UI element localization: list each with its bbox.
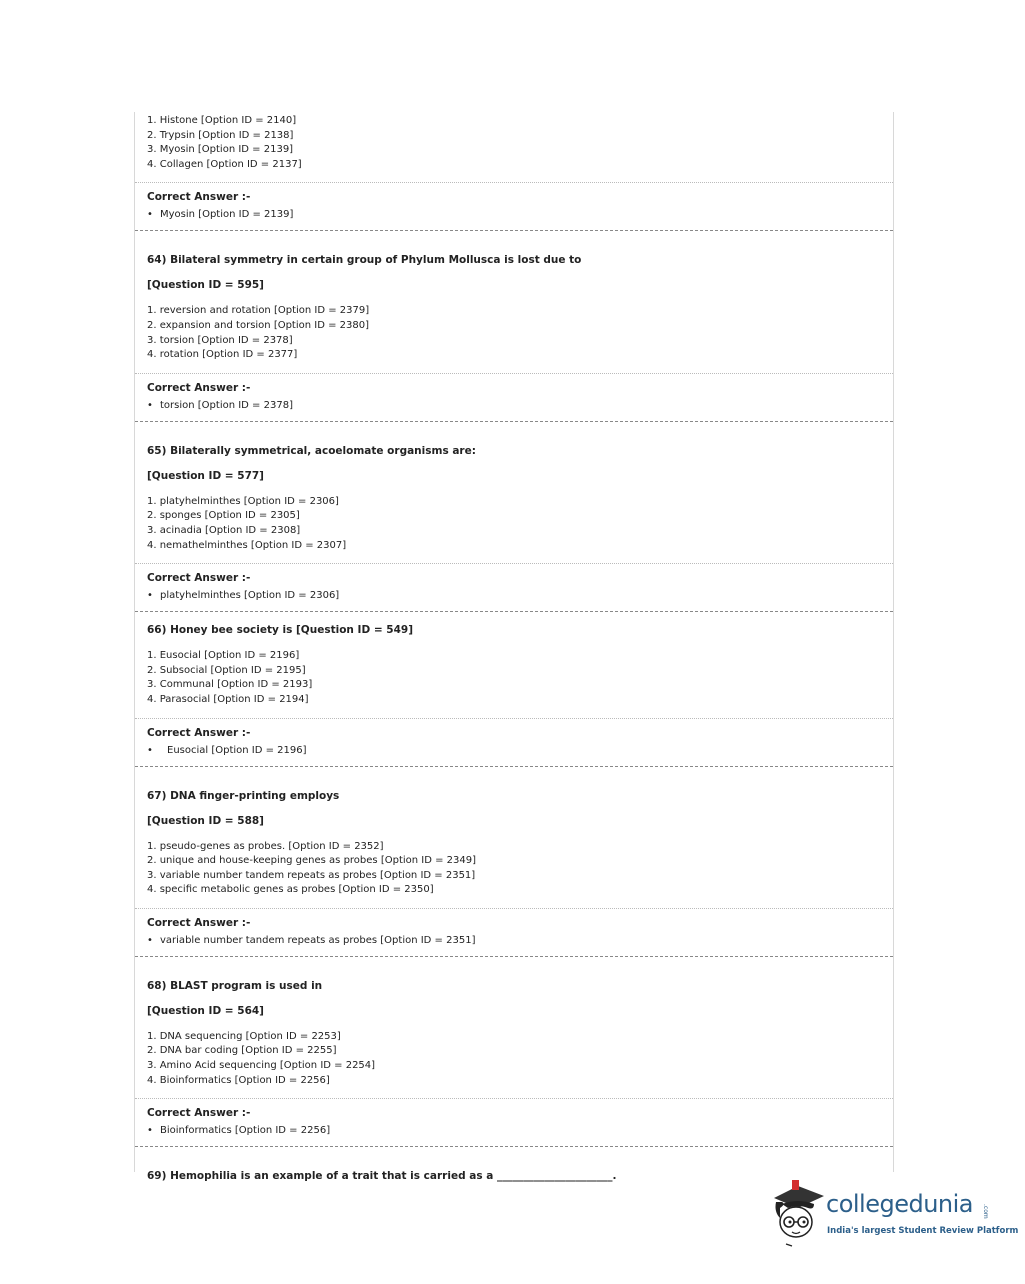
bullet: • [147, 744, 153, 756]
option: 4. rotation [Option ID = 2377] [147, 349, 298, 361]
option: 3. Communal [Option ID = 2193] [147, 679, 313, 691]
question-id: [Question ID = 595] [147, 279, 264, 292]
option: 4. nemathelminthes [Option ID = 2307] [147, 539, 347, 551]
correct-answer-label: Correct Answer :- [147, 726, 251, 739]
correct-answer-section [135, 182, 893, 230]
option: 2. DNA bar coding [Option ID = 2255] [147, 1045, 337, 1057]
question-title: 67) DNA finger-printing employs [147, 789, 340, 802]
option: 1. pseudo-genes as probes. [Option ID = 2352] [147, 840, 384, 852]
option: 3. torsion [Option ID = 2378] [147, 334, 293, 346]
option: 3. Myosin [Option ID = 2139] [147, 144, 294, 156]
correct-answer: • variable number tandem repeats as probes [Option ID = 2351] [147, 934, 476, 946]
option: 4. Bioinformatics [Option ID = 2256] [147, 1074, 330, 1086]
bullet: • [147, 934, 153, 946]
option: 4. specific metabolic genes as probes [Option ID = 2350] [147, 884, 434, 896]
options-list [147, 647, 881, 717]
bullet: • [147, 399, 153, 411]
option: 4. Parasocial [Option ID = 2194] [147, 693, 309, 705]
question-id: [Question ID = 564] [147, 1004, 264, 1017]
options-list [147, 1028, 881, 1098]
correct-answer-label: Correct Answer :- [147, 1107, 251, 1120]
correct-answer-section [135, 563, 893, 611]
option: 4. Collagen [Option ID = 2137] [147, 158, 302, 170]
question-title: 66) Honey bee society is [Question ID = 549] [147, 624, 413, 637]
option: 1. Eusocial [Option ID = 2196] [147, 650, 300, 662]
question-title: 68) BLAST program is used in [147, 979, 323, 992]
bullet: • [147, 590, 153, 602]
option: 1. DNA sequencing [Option ID = 2253] [147, 1030, 341, 1042]
question-title: 69) Hemophilia is an example of a trait that is carried as a ______________________. [147, 1170, 617, 1183]
bullet: • [147, 1125, 153, 1137]
question-68 [135, 957, 893, 1098]
option: 2. Trypsin [Option ID = 2138] [147, 129, 294, 141]
question-id: [Question ID = 577] [147, 469, 264, 482]
option: 2. unique and house-keeping genes as probes [Option ID = 2349] [147, 855, 477, 867]
logo-tagline: India's largest Student Review Platform [827, 1226, 1019, 1236]
option: 3. acinadia [Option ID = 2308] [147, 524, 301, 536]
question-paper [134, 112, 894, 1183]
correct-answer: • torsion [Option ID = 2378] [147, 399, 293, 411]
option: 3. Amino Acid sequencing [Option ID = 2254] [147, 1060, 376, 1072]
bullet: • [147, 209, 153, 221]
question-67 [135, 767, 893, 908]
correct-answer-label: Correct Answer :- [147, 381, 251, 394]
correct-answer: • Bioinformatics [Option ID = 2256] [147, 1125, 331, 1137]
options-list [147, 302, 881, 372]
correct-answer-section [135, 908, 893, 956]
correct-answer: • Myosin [Option ID = 2139] [147, 209, 294, 221]
correct-answer: • platyhelminthes [Option ID = 2306] [147, 590, 340, 602]
correct-answer-label: Correct Answer :- [147, 572, 251, 585]
option: 3. variable number tandem repeats as probes [Option ID = 2351] [147, 869, 476, 881]
correct-answer: • Eusocial [Option ID = 2196] [147, 744, 307, 756]
options-list [135, 112, 893, 182]
correct-answer-label: Correct Answer :- [147, 916, 251, 929]
option: 1. reversion and rotation [Option ID = 2379] [147, 305, 370, 317]
question-title: 64) Bilateral symmetry in certain group of Phylum Mollusca is lost due to [147, 254, 582, 267]
options-list [147, 493, 881, 563]
mascot-icon [768, 1178, 828, 1248]
question-title: 65) Bilaterally symmetrical, acoelomate organisms are: [147, 444, 476, 457]
option: 2. Subsocial [Option ID = 2195] [147, 664, 306, 676]
question-65 [135, 422, 893, 563]
logo-wordmark: collegedunia [826, 1190, 974, 1218]
correct-answer-label: Correct Answer :- [147, 191, 251, 204]
question-id: [Question ID = 588] [147, 814, 264, 827]
question-64 [135, 231, 893, 372]
option: 2. expansion and torsion [Option ID = 2380] [147, 319, 370, 331]
correct-answer-section [135, 1098, 893, 1146]
option: 1. Histone [Option ID = 2140] [147, 115, 297, 126]
correct-answer-section [135, 718, 893, 766]
options-list [147, 838, 881, 908]
option: 1. platyhelminthes [Option ID = 2306] [147, 495, 339, 507]
logo-com: .com [982, 1204, 989, 1219]
correct-answer-section [135, 373, 893, 421]
collegedunia-logo [768, 1178, 1019, 1248]
option: 2. sponges [Option ID = 2305] [147, 510, 300, 522]
question-66 [135, 612, 893, 717]
